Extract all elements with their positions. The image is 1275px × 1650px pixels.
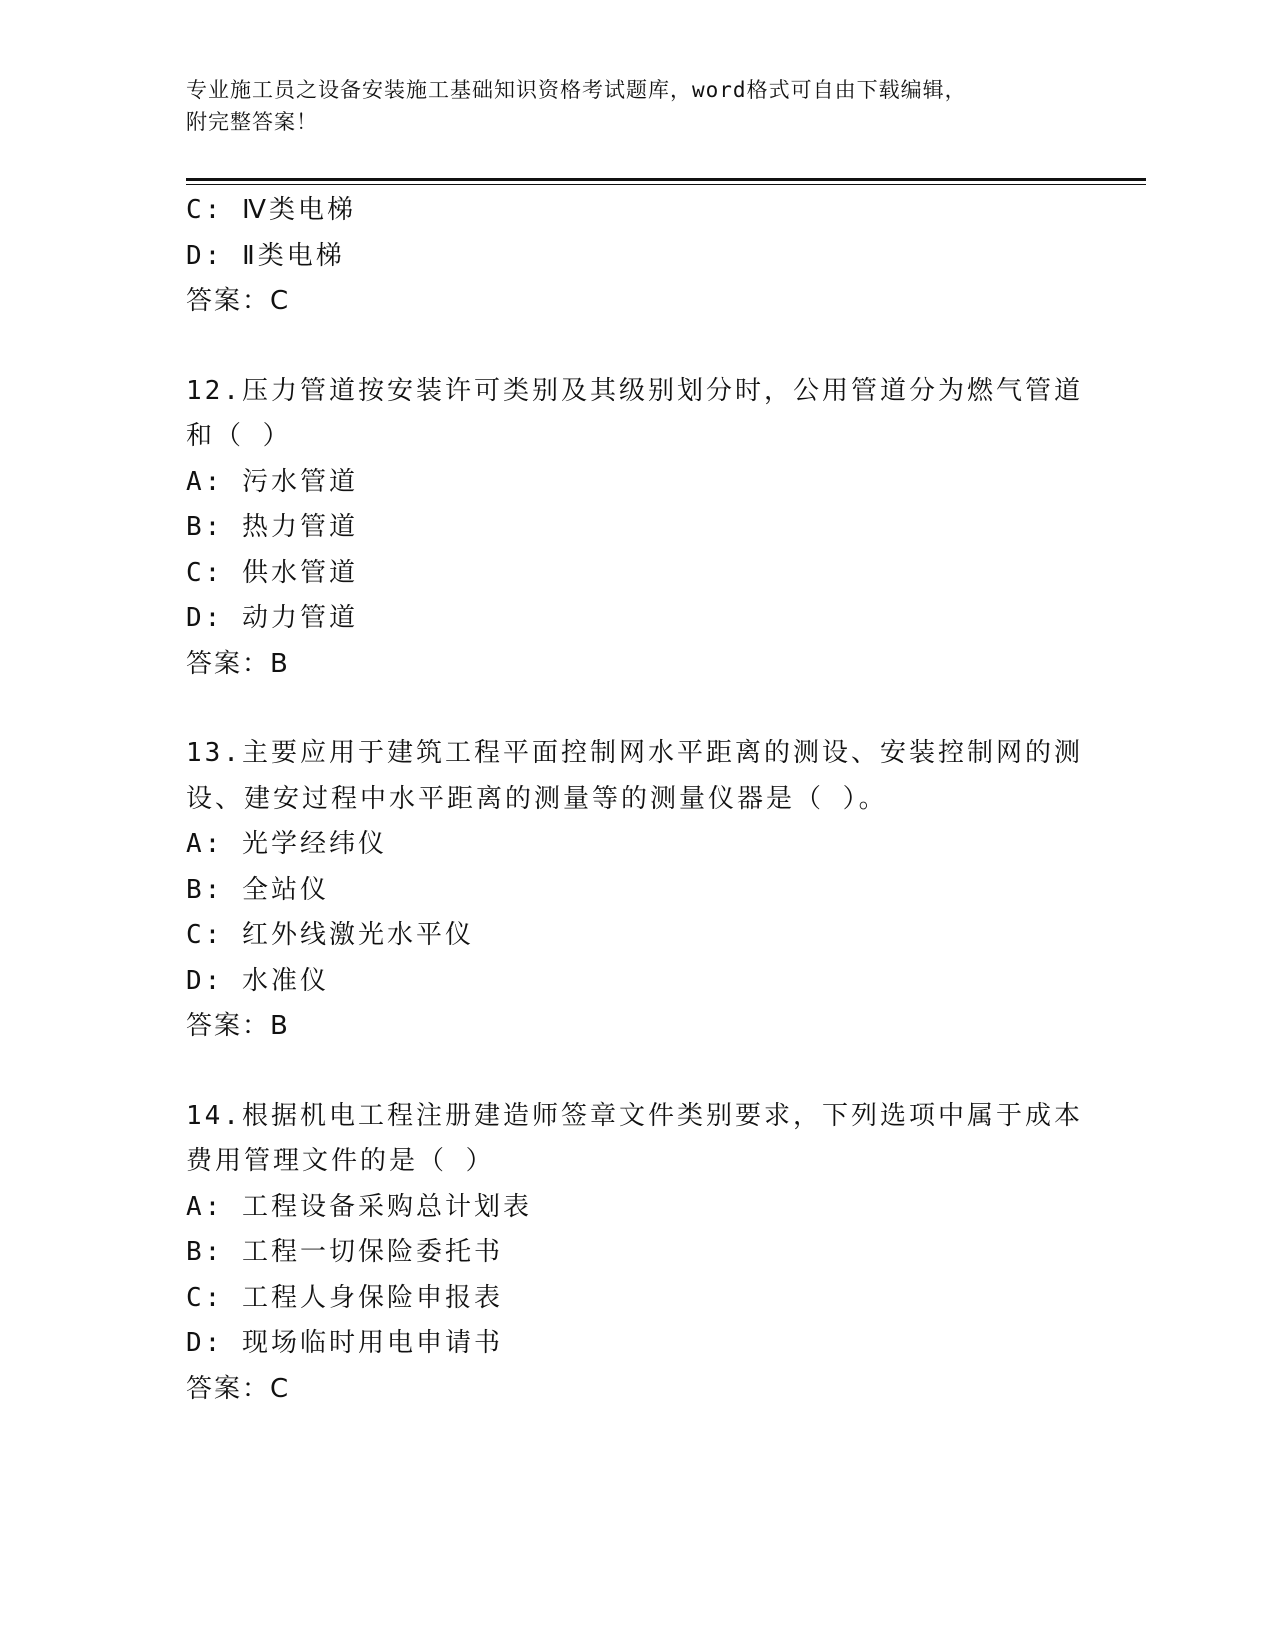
option-c: C: 红外线激光水平仪 xyxy=(186,920,474,950)
question-14 xyxy=(186,1094,1086,1413)
header-divider-thin xyxy=(186,184,1146,185)
question-stem-continued: 设、建安过程中水平距离的测量等的测量仪器是（ ）。 xyxy=(186,783,888,814)
option-d: D: 现场临时用电申请书 xyxy=(186,1328,503,1358)
option-c: C: 工程人身保险申报表 xyxy=(186,1282,503,1313)
option-d: D: Ⅱ类电梯 xyxy=(186,240,345,271)
answer-label: 答案：C xyxy=(186,1373,291,1404)
answer-label: 答案：B xyxy=(186,1011,290,1041)
option-b: B: 全站仪 xyxy=(186,874,329,905)
question-stem: 13.主要应用于建筑工程平面控制网水平距离的测设、安装控制网的测 xyxy=(186,738,1083,768)
option-d: D: 水准仪 xyxy=(186,965,329,996)
option-a: A: 工程设备采购总计划表 xyxy=(186,1191,532,1222)
option-a: A: 污水管道 xyxy=(186,466,358,497)
header-line-2: 附完整答案！ xyxy=(186,110,318,134)
page-header xyxy=(186,74,1086,138)
question-stem-continued: 和（ ） xyxy=(186,421,292,451)
question-stem-continued: 费用管理文件的是（ ） xyxy=(186,1146,495,1176)
question-13 xyxy=(186,731,1086,1050)
option-c: C: 供水管道 xyxy=(186,557,358,588)
answer-label: 答案：C xyxy=(186,286,291,316)
option-d: D: 动力管道 xyxy=(186,603,358,633)
answer-label: 答案：B xyxy=(186,648,290,679)
option-c: C: Ⅳ类电梯 xyxy=(186,195,356,225)
option-b: B: 工程一切保险委托书 xyxy=(186,1237,503,1267)
question-11-continued xyxy=(186,188,1086,325)
option-a: A: 光学经纬仪 xyxy=(186,829,387,859)
question-list xyxy=(186,188,1086,1412)
question-12 xyxy=(186,369,1086,688)
header-divider-thick xyxy=(186,178,1146,181)
option-b: B: 热力管道 xyxy=(186,512,358,542)
header-line-1: 专业施工员之设备安装施工基础知识资格考试题库，word格式可自由下载编辑， xyxy=(186,78,967,102)
question-stem: 14.根据机电工程注册建造师签章文件类别要求，下列选项中属于成本 xyxy=(186,1100,1083,1131)
question-stem: 12.压力管道按安装许可类别及其级别划分时，公用管道分为燃气管道 xyxy=(186,375,1083,406)
